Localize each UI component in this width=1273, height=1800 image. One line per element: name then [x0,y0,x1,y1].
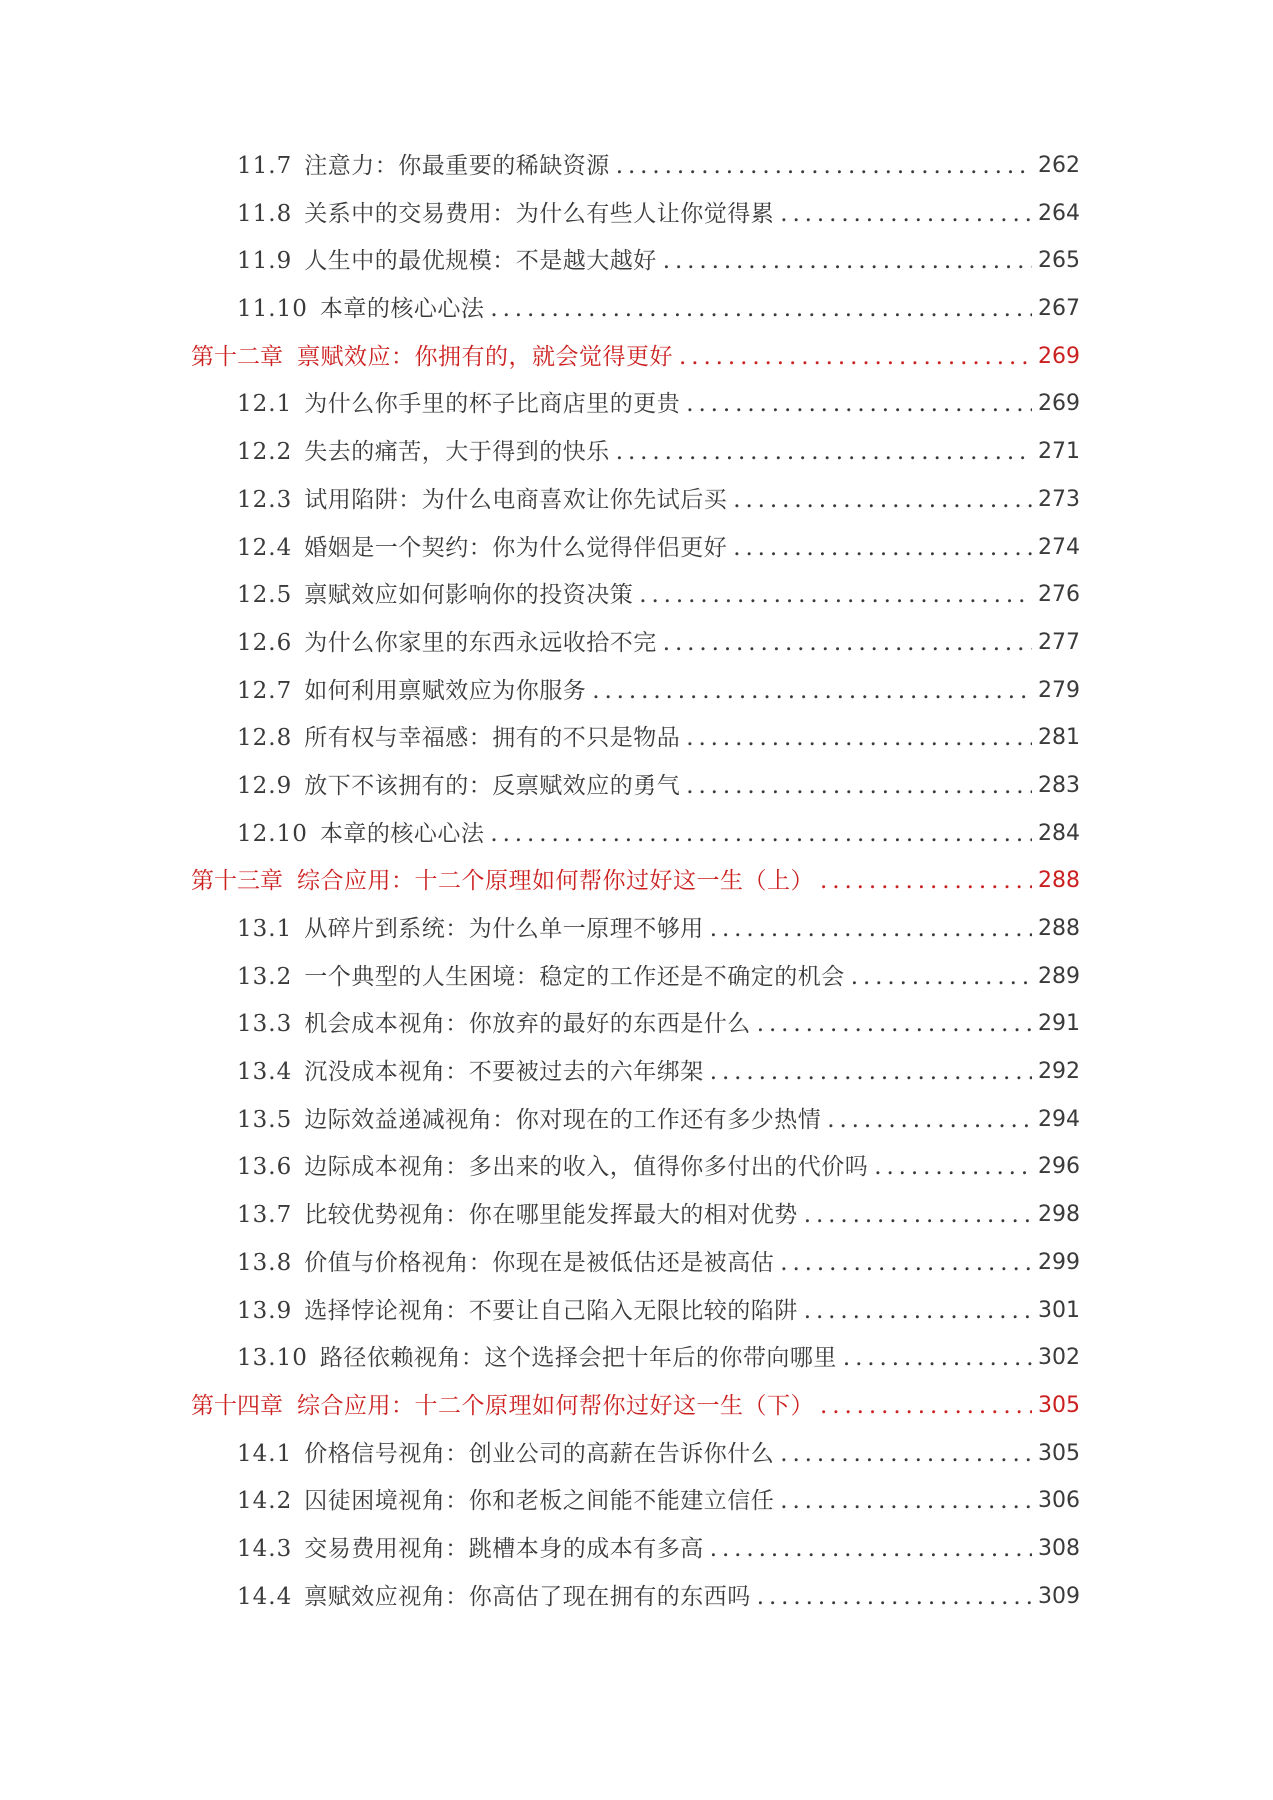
page-number: 298 [1038,1202,1080,1228]
toc-section-entry[interactable] [0,1297,1080,1348]
dot-leader [733,537,1032,560]
dot-leader [710,1538,1032,1561]
section-number: 13.2 [237,963,293,990]
section-title: 人生中的最优规模：不是越大越好 [304,248,657,275]
toc-section-entry[interactable] [0,200,1080,251]
section-title: 为什么你手里的杯子比商店里的更贵 [304,391,681,418]
section-title: 囚徒困境视角：你和老板之间能不能建立信任 [304,1488,775,1515]
toc-section-entry[interactable] [0,1106,1080,1157]
section-number: 11.7 [237,153,293,179]
toc-chapter-entry[interactable] [0,1392,1080,1443]
section-title: 从碎片到系统：为什么单一原理不够用 [304,916,704,942]
toc-section-entry[interactable] [0,1347,1080,1395]
dot-leader [592,680,1032,703]
page-number: 292 [1038,1059,1080,1085]
section-title: 关系中的交易费用：为什么有些人让你觉得累 [304,200,775,227]
section-title: 边际效益递减视角：你对现在的工作还有多少热情 [304,1106,822,1133]
section-title: 本章的核心心法 [319,296,485,323]
dot-leader [663,632,1032,655]
section-number: 12.2 [237,439,293,466]
section-title: 失去的痛苦，大于得到的快乐 [304,439,610,466]
page-number: 302 [1038,1345,1080,1371]
section-title: 路径依赖视角：这个选择会把十年后的你带向哪里 [319,1345,837,1372]
section-number: 12.7 [237,677,293,704]
section-number: 14.3 [237,1535,293,1562]
page-number: 269 [1038,391,1080,417]
section-title: 为什么你家里的东西永远收拾不完 [304,629,657,656]
page-number: 284 [1038,820,1080,846]
section-number: 13.3 [237,1011,293,1038]
dot-leader [780,1252,1032,1275]
toc-section-entry[interactable] [0,1583,1080,1634]
page-number: 308 [1038,1535,1080,1561]
toc-section-entry[interactable] [0,1156,1080,1204]
toc-section-entry[interactable] [0,298,1080,346]
section-title: 所有权与幸福感：拥有的不只是物品 [304,725,681,752]
page-number: 291 [1038,1011,1080,1037]
page-number: 273 [1038,486,1080,512]
page-number: 305 [1038,1392,1080,1418]
dot-leader [616,441,1032,464]
dot-leader [490,298,1032,321]
chapter-number: 第十二章 [191,343,283,370]
toc-section-entry[interactable] [0,820,1080,871]
section-number: 12.9 [237,772,293,799]
page-number: 309 [1038,1583,1080,1609]
toc-chapter-entry[interactable] [0,870,1080,918]
dot-leader [851,966,1032,989]
section-number: 12.10 [237,820,308,847]
chapter-number: 第十四章 [191,1392,283,1419]
dot-leader [780,1443,1032,1466]
dot-leader [827,1109,1032,1132]
section-title: 本章的核心心法 [319,820,485,847]
chapter-title: 综合应用：十二个原理如何帮你过好这一生（上） [297,868,814,895]
page-number: 264 [1038,200,1080,226]
chapter-title: 禀赋效应：你拥有的，就会觉得更好 [297,343,673,370]
dot-leader [780,1490,1032,1513]
section-number: 14.4 [237,1583,293,1610]
dot-leader [679,346,1032,369]
page-number: 271 [1038,439,1080,465]
toc-section-entry[interactable] [0,486,1080,537]
dot-leader [820,870,1032,893]
section-title: 机会成本视角：你放弃的最好的东西是什么 [304,1011,751,1038]
table-of-contents [0,155,1273,1633]
dot-leader [820,1395,1032,1418]
toc-section-entry[interactable] [0,918,1080,966]
section-title: 交易费用视角：跳槽本身的成本有多高 [304,1535,704,1562]
page-number: 262 [1038,153,1080,178]
page-number: 279 [1038,677,1080,703]
page-number: 305 [1038,1440,1080,1466]
page-number: 265 [1038,248,1080,274]
dot-leader [757,1013,1032,1036]
page-number: 277 [1038,629,1080,655]
toc-section-entry[interactable] [0,629,1080,680]
section-title: 价值与价格视角：你现在是被低估还是被高估 [304,1249,775,1276]
dot-leader [757,1586,1032,1609]
toc-section-entry[interactable] [0,1440,1080,1491]
section-number: 13.9 [237,1297,293,1324]
dot-leader [710,1061,1032,1084]
section-title: 禀赋效应如何影响你的投资决策 [304,582,634,609]
page-number: 281 [1038,725,1080,751]
toc-section-entry[interactable] [0,584,1080,632]
section-number: 12.6 [237,629,293,656]
toc-section-entry[interactable] [0,155,1080,203]
toc-section-entry[interactable] [0,441,1080,489]
page-number: 294 [1038,1106,1080,1132]
page-number: 276 [1038,582,1080,608]
dot-leader [686,727,1032,750]
section-number: 13.5 [237,1106,293,1133]
toc-section-entry[interactable] [0,1013,1080,1061]
page-number: 283 [1038,772,1080,798]
dot-leader [686,775,1032,798]
section-number: 13.6 [237,1154,293,1181]
section-number: 11.9 [237,248,293,275]
section-title: 比较优势视角：你在哪里能发挥最大的相对优势 [304,1202,798,1229]
toc-section-entry[interactable] [0,963,1080,1014]
section-title: 放下不该拥有的：反禀赋效应的勇气 [304,772,681,799]
toc-section-entry[interactable] [0,677,1080,728]
section-number: 11.10 [237,296,308,323]
section-title: 一个典型的人生困境：稳定的工作还是不确定的机会 [304,963,845,990]
section-title: 如何利用禀赋效应为你服务 [304,677,587,704]
toc-section-entry[interactable] [0,1061,1080,1109]
toc-section-entry[interactable] [0,250,1080,298]
page-number: 267 [1038,296,1080,322]
toc-section-entry[interactable] [0,727,1080,775]
section-title: 试用陷阱：为什么电商喜欢让你先试后买 [304,486,728,513]
dot-leader [639,584,1032,607]
dot-leader [710,918,1032,941]
section-number: 12.5 [237,582,293,609]
section-number: 11.8 [237,200,293,227]
section-title: 注意力：你最重要的稀缺资源 [304,153,610,179]
section-number: 13.4 [237,1059,293,1086]
toc-section-entry[interactable] [0,1249,1080,1300]
section-title: 婚姻是一个契约：你为什么觉得伴侣更好 [304,534,728,561]
toc-section-entry[interactable] [0,1535,1080,1586]
dot-leader [843,1347,1032,1370]
section-title: 边际成本视角：多出来的收入，值得你多付出的代价吗 [304,1154,869,1181]
chapter-number: 第十三章 [191,868,283,895]
page-number: 306 [1038,1488,1080,1514]
section-number: 13.10 [237,1345,308,1372]
chapter-title: 综合应用：十二个原理如何帮你过好这一生（下） [297,1392,814,1419]
section-number: 12.1 [237,391,293,418]
dot-leader [804,1204,1032,1227]
dot-leader [804,1300,1032,1323]
dot-leader [490,823,1032,846]
page-number: 289 [1038,963,1080,989]
toc-chapter-entry[interactable] [0,343,1080,394]
section-title: 禀赋效应视角：你高估了现在拥有的东西吗 [304,1583,751,1610]
page-number: 301 [1038,1297,1080,1323]
page-number: 296 [1038,1154,1080,1180]
section-number: 13.8 [237,1249,293,1276]
toc-section-entry[interactable] [0,1204,1080,1252]
section-title: 选择悖论视角：不要让自己陷入无限比较的陷阱 [304,1297,798,1324]
page-number: 299 [1038,1249,1080,1275]
page-number: 274 [1038,534,1080,560]
page-number: 269 [1038,343,1080,369]
dot-leader [780,203,1032,226]
toc-section-entry[interactable] [0,534,1080,585]
section-number: 12.8 [237,725,293,752]
toc-section-entry[interactable] [0,772,1080,823]
section-number: 13.1 [237,916,293,942]
toc-section-entry[interactable] [0,393,1080,441]
section-number: 12.3 [237,486,293,513]
section-title: 沉没成本视角：不要被过去的六年绑架 [304,1059,704,1086]
dot-leader [874,1156,1032,1179]
section-number: 14.1 [237,1440,293,1467]
section-title: 价格信号视角：创业公司的高薪在告诉你什么 [304,1440,775,1467]
toc-section-entry[interactable] [0,1490,1080,1538]
section-number: 14.2 [237,1488,293,1515]
dot-leader [663,250,1032,273]
section-number: 13.7 [237,1202,293,1229]
page-number: 288 [1038,868,1080,894]
dot-leader [733,489,1032,512]
page-number: 288 [1038,916,1080,941]
dot-leader [686,393,1032,416]
dot-leader [616,155,1032,178]
section-number: 12.4 [237,534,293,561]
